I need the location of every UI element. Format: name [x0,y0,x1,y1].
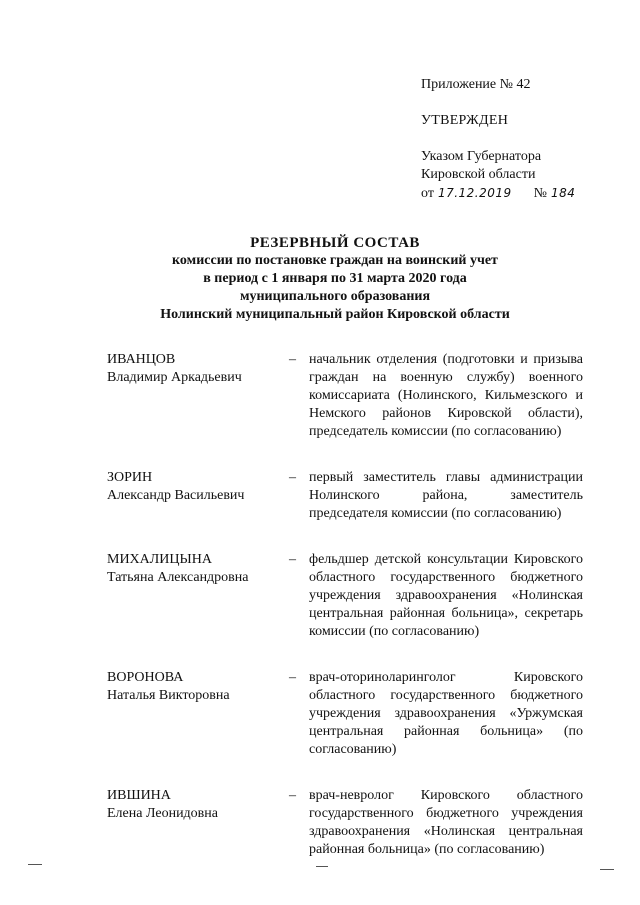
approved-label: УТВЕРЖДЕН [421,113,509,128]
member-name [107,787,289,859]
member-surname: ВОРОНОВА [107,670,184,685]
title-line-2: комиссии по постановке граждан на воинский учет [172,253,498,268]
member-row [107,469,583,523]
approval-header [421,76,621,203]
member-row [107,669,583,759]
member-given-name: Елена Леонидовна [107,806,218,821]
scan-mark [28,864,42,865]
member-role: первый заместитель главы администрации Нолинского района, заместитель председателя комиссии (по согласованию) [309,470,583,521]
member-role: фельдшер детской консультации Кировского областного государственного бюджетного учреждения здравоохранения «Нолинская центральная районная больница», секретарь комиссии (по согласованию) [309,552,583,639]
member-name [107,551,289,641]
member-surname: ИВШИНА [107,788,171,803]
member-list [107,351,583,887]
member-surname: ЗОРИН [107,470,153,485]
member-role: врач-оториноларинголог Кировского областного государственного бюджетного учреждения здравоохранения «Уржумская центральная районная больница» (по согласованию) [309,670,583,757]
title-line-5: Нолинский муниципальный район Кировской области [160,307,510,322]
member-given-name: Наталья Викторовна [107,688,230,703]
handwritten-number: 184 [551,186,576,200]
member-dash: – [289,552,296,567]
member-dash: – [289,470,296,485]
member-given-name: Владимир Аркадьевич [107,370,242,385]
member-name [107,351,289,441]
member-dash: – [289,788,296,803]
decree-line-2: Кировской области [421,167,536,182]
title-line-3: в период с 1 января по 31 марта 2020 года [203,271,467,286]
member-row [107,787,583,859]
member-row [107,351,583,441]
member-surname: МИХАЛИЦЫНА [107,552,212,567]
member-name [107,669,289,759]
date-prefix: от [421,186,434,201]
title-line-1: РЕЗЕРВНЫЙ СОСТАВ [250,235,420,251]
member-given-name: Александр Васильевич [107,488,245,503]
member-row [107,551,583,641]
title-line-4: муниципального образования [239,289,431,304]
decree-line-1: Указом Губернатора [421,149,542,164]
member-surname: ИВАНЦОВ [107,352,176,367]
decree-date-line [421,184,621,203]
member-dash: – [289,352,296,367]
handwritten-date: 17.12.2019 [437,186,512,200]
document-title [100,234,570,324]
scan-mark [600,869,614,870]
appendix-number: Приложение № 42 [421,77,531,92]
member-name [107,469,289,523]
member-role: начальник отделения (подготовки и призыва граждан на военную службу) военного комиссариата (Нолинского, Кильмезского и Немского районов Кировской области), председатель комиссии (по согласованию) [309,352,583,439]
scan-mark [316,866,328,867]
member-role: врач-невролог Кировского областного государственного бюджетного учреждения здравоохранения «Нолинская центральная районная больница» (по согласованию) [309,788,583,857]
member-given-name: Татьяна Александровна [107,570,249,585]
number-label: № [533,186,548,201]
member-dash: – [289,670,296,685]
